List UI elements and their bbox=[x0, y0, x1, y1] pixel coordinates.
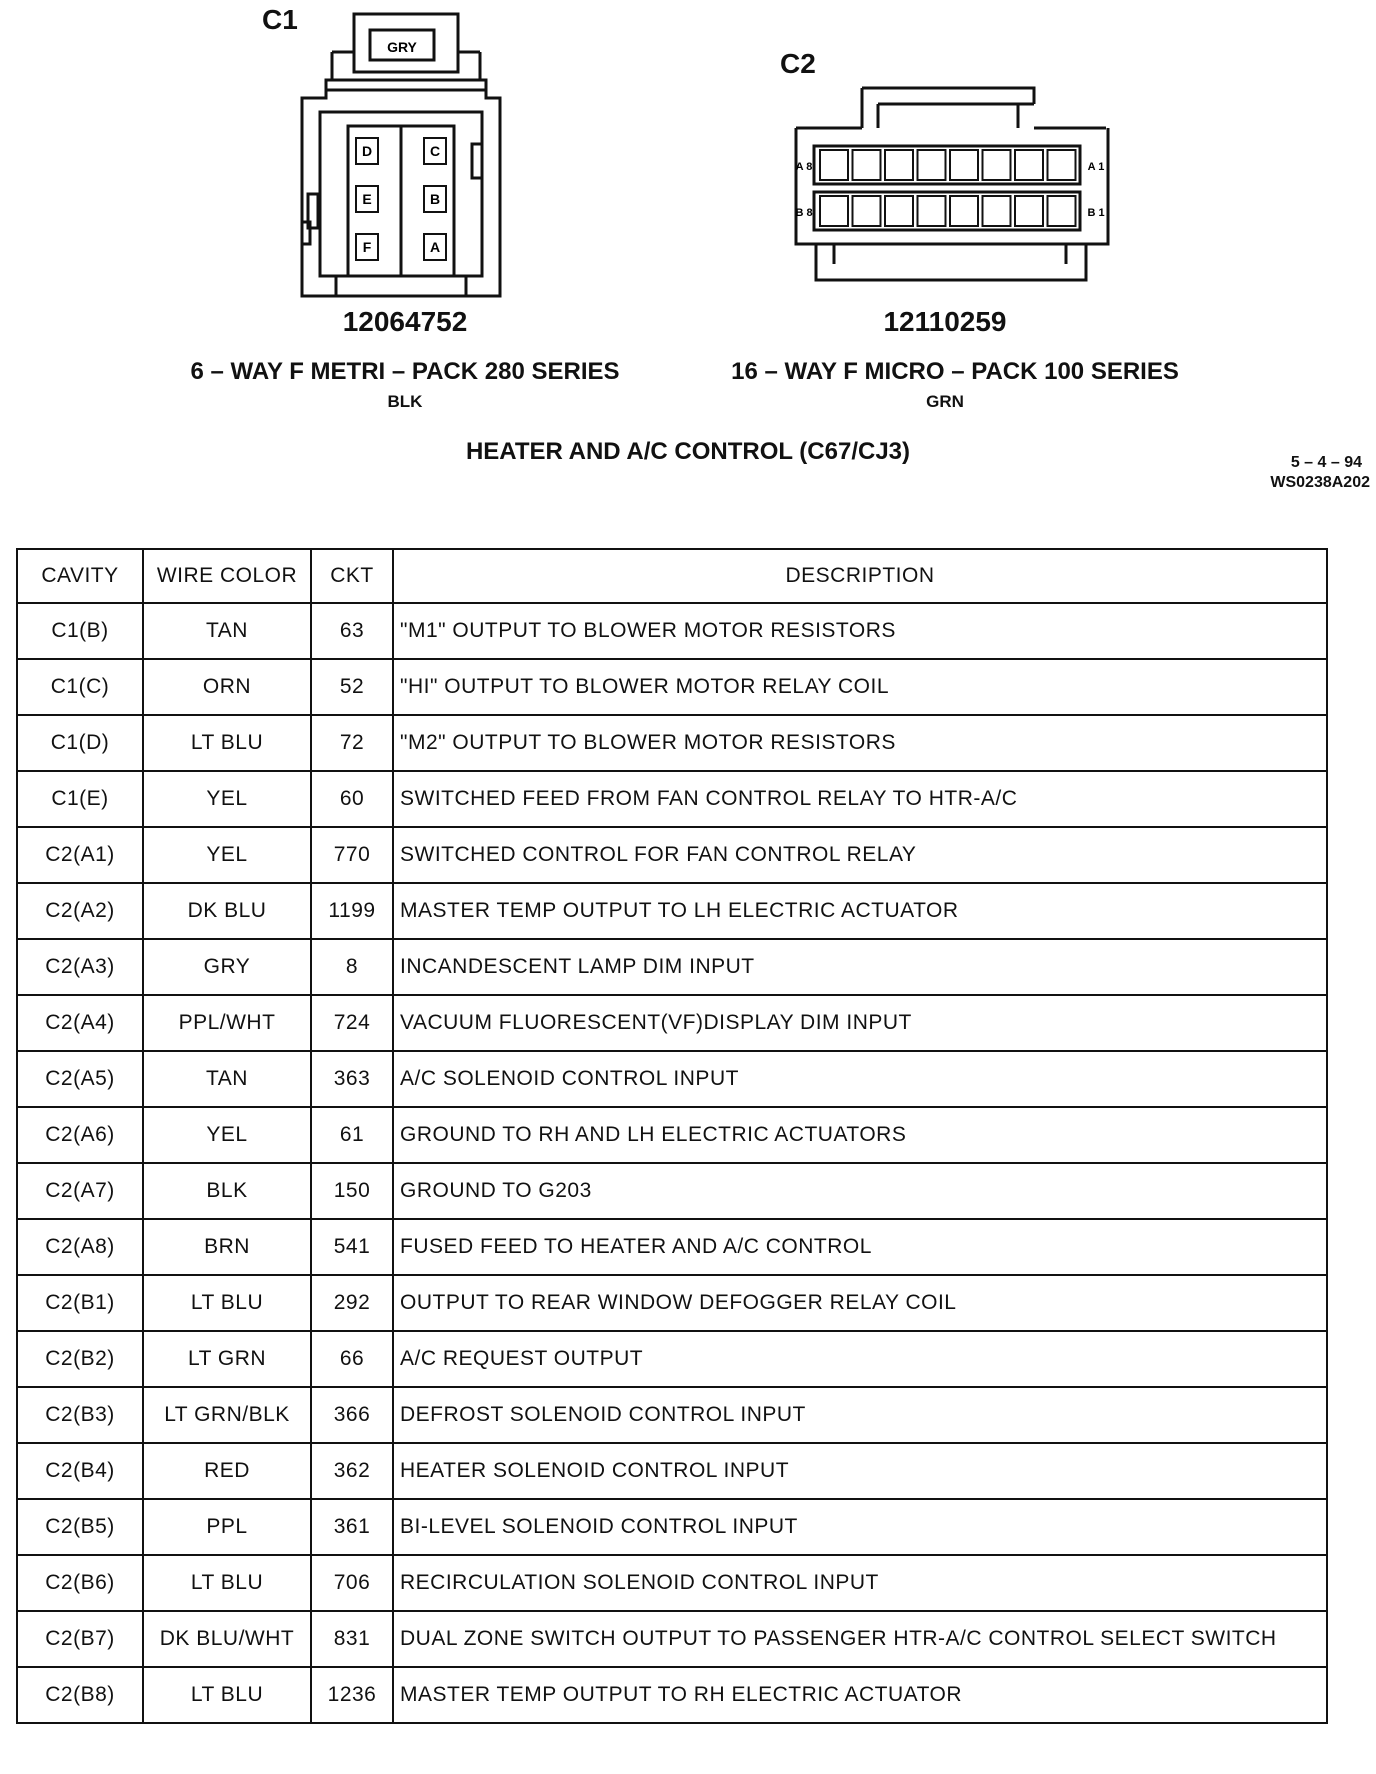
cell-description: RECIRCULATION SOLENOID CONTROL INPUT bbox=[393, 1555, 1327, 1611]
cell-cavity: C1(C) bbox=[17, 659, 143, 715]
table-row bbox=[17, 1443, 1327, 1499]
table-row bbox=[17, 1387, 1327, 1443]
c1-cavity-b: B bbox=[429, 191, 441, 207]
c1-cavity-c: C bbox=[429, 143, 441, 159]
cell-ckt: 1199 bbox=[311, 883, 393, 939]
c1-label: C1 bbox=[262, 4, 298, 35]
cell-ckt: 292 bbox=[311, 1275, 393, 1331]
cell-ckt: 724 bbox=[311, 995, 393, 1051]
table-row bbox=[17, 827, 1327, 883]
c2-color: GRN bbox=[926, 392, 964, 411]
cell-cavity: C1(E) bbox=[17, 771, 143, 827]
c2-cavity-cell bbox=[820, 196, 848, 226]
c2-cavity-cell bbox=[1015, 196, 1043, 226]
cell-wire-color: LT BLU bbox=[143, 1667, 311, 1723]
cell-description: "HI" OUTPUT TO BLOWER MOTOR RELAY COIL bbox=[393, 659, 1327, 715]
table-row bbox=[17, 1163, 1327, 1219]
table-row bbox=[17, 715, 1327, 771]
header-wire-color: WIRE COLOR bbox=[143, 549, 311, 603]
table-row bbox=[17, 1219, 1327, 1275]
cell-cavity: C2(B8) bbox=[17, 1667, 143, 1723]
header-description: DESCRIPTION bbox=[393, 549, 1327, 603]
c1-tag: GRY bbox=[387, 39, 417, 55]
cell-ckt: 770 bbox=[311, 827, 393, 883]
cell-wire-color: PPL/WHT bbox=[143, 995, 311, 1051]
c1-cavity-d: D bbox=[361, 143, 373, 159]
cell-cavity: C2(A6) bbox=[17, 1107, 143, 1163]
cell-cavity: C2(A8) bbox=[17, 1219, 143, 1275]
c2-cavity-cell bbox=[820, 150, 848, 180]
cell-description: SWITCHED FEED FROM FAN CONTROL RELAY TO HTR-A/C bbox=[393, 771, 1327, 827]
cell-cavity: C2(A3) bbox=[17, 939, 143, 995]
cell-wire-color: RED bbox=[143, 1443, 311, 1499]
table-row bbox=[17, 1107, 1327, 1163]
cell-ckt: 150 bbox=[311, 1163, 393, 1219]
ref-date: 5 – 4 – 94 bbox=[1290, 454, 1362, 471]
table-row bbox=[17, 1275, 1327, 1331]
c2-cavity-cell bbox=[918, 150, 946, 180]
header-ckt: CKT bbox=[311, 549, 393, 603]
table-row bbox=[17, 771, 1327, 827]
c1-series: 6 – WAY F METRI – PACK 280 SERIES bbox=[190, 358, 620, 385]
table-row bbox=[17, 659, 1327, 715]
c2-cavity-cell bbox=[918, 196, 946, 226]
cell-description: OUTPUT TO REAR WINDOW DEFOGGER RELAY COIL bbox=[393, 1275, 1327, 1331]
cell-wire-color: BLK bbox=[143, 1163, 311, 1219]
cell-ckt: 8 bbox=[311, 939, 393, 995]
cell-description: VACUUM FLUORESCENT(VF)DISPLAY DIM INPUT bbox=[393, 995, 1327, 1051]
c1-cavity-e: E bbox=[362, 191, 372, 207]
cell-cavity: C2(B3) bbox=[17, 1387, 143, 1443]
table-row bbox=[17, 1555, 1327, 1611]
cell-cavity: C2(A7) bbox=[17, 1163, 143, 1219]
cell-wire-color: PPL bbox=[143, 1499, 311, 1555]
table-row bbox=[17, 1667, 1327, 1723]
c2-cavity-cell bbox=[853, 150, 881, 180]
c2-cavity-cell bbox=[950, 196, 978, 226]
cell-cavity: C2(B6) bbox=[17, 1555, 143, 1611]
cell-wire-color: BRN bbox=[143, 1219, 311, 1275]
cell-cavity: C2(A2) bbox=[17, 883, 143, 939]
table-row bbox=[17, 1051, 1327, 1107]
cell-ckt: 52 bbox=[311, 659, 393, 715]
ref-code: WS0238A202 bbox=[1270, 474, 1370, 491]
cell-ckt: 541 bbox=[311, 1219, 393, 1275]
c2-cavity-cell bbox=[1048, 196, 1076, 226]
cell-ckt: 1236 bbox=[311, 1667, 393, 1723]
c2-cavity-cell bbox=[1015, 150, 1043, 180]
cell-wire-color: ORN bbox=[143, 659, 311, 715]
cell-ckt: 361 bbox=[311, 1499, 393, 1555]
table-row bbox=[17, 1499, 1327, 1555]
cell-description: FUSED FEED TO HEATER AND A/C CONTROL bbox=[393, 1219, 1327, 1275]
c2-cavity-cell bbox=[853, 196, 881, 226]
table-row bbox=[17, 995, 1327, 1051]
page-title: HEATER AND A/C CONTROL (C67/CJ3) bbox=[465, 438, 911, 465]
c2-connector-diagram bbox=[786, 84, 1120, 284]
cell-cavity: C2(B2) bbox=[17, 1331, 143, 1387]
c2-label: C2 bbox=[780, 48, 816, 79]
cell-ckt: 706 bbox=[311, 1555, 393, 1611]
cell-cavity: C2(A1) bbox=[17, 827, 143, 883]
table-row bbox=[17, 939, 1327, 995]
cell-wire-color: LT GRN bbox=[143, 1331, 311, 1387]
cell-cavity: C2(B1) bbox=[17, 1275, 143, 1331]
cell-wire-color: YEL bbox=[143, 1107, 311, 1163]
table-row bbox=[17, 603, 1327, 659]
cell-ckt: 60 bbox=[311, 771, 393, 827]
cell-description: A/C REQUEST OUTPUT bbox=[393, 1331, 1327, 1387]
table-row bbox=[17, 1611, 1327, 1667]
cell-ckt: 66 bbox=[311, 1331, 393, 1387]
cell-ckt: 363 bbox=[311, 1051, 393, 1107]
cell-description: DUAL ZONE SWITCH OUTPUT TO PASSENGER HTR-A/C CONTROL SELECT SWITCH bbox=[393, 1611, 1327, 1667]
c2-cavity-cell bbox=[983, 196, 1011, 226]
cell-wire-color: GRY bbox=[143, 939, 311, 995]
c2-row-a-start-label: A 1 bbox=[1087, 161, 1105, 173]
c2-row-b-start-label: B 1 bbox=[1087, 207, 1105, 219]
cell-description: INCANDESCENT LAMP DIM INPUT bbox=[393, 939, 1327, 995]
c2-cavity-cell bbox=[983, 150, 1011, 180]
pinout-table bbox=[16, 548, 1328, 1724]
cell-cavity: C2(B7) bbox=[17, 1611, 143, 1667]
cell-wire-color: LT BLU bbox=[143, 715, 311, 771]
cell-wire-color: LT GRN/BLK bbox=[143, 1387, 311, 1443]
table-row bbox=[17, 1331, 1327, 1387]
cell-cavity: C2(B4) bbox=[17, 1443, 143, 1499]
cell-cavity: C1(D) bbox=[17, 715, 143, 771]
cell-description: SWITCHED CONTROL FOR FAN CONTROL RELAY bbox=[393, 827, 1327, 883]
cell-ckt: 366 bbox=[311, 1387, 393, 1443]
cell-description: MASTER TEMP OUTPUT TO RH ELECTRIC ACTUATOR bbox=[393, 1667, 1327, 1723]
c2-part-number: 12110259 bbox=[883, 306, 1007, 337]
cell-wire-color: DK BLU/WHT bbox=[143, 1611, 311, 1667]
cell-description: BI-LEVEL SOLENOID CONTROL INPUT bbox=[393, 1499, 1327, 1555]
c1-cavity-a: A bbox=[429, 239, 441, 255]
cell-ckt: 61 bbox=[311, 1107, 393, 1163]
cell-wire-color: YEL bbox=[143, 827, 311, 883]
c2-row-b-end-label: B 8 bbox=[795, 207, 813, 219]
c2-cavity-cell bbox=[950, 150, 978, 180]
cell-cavity: C2(A5) bbox=[17, 1051, 143, 1107]
cell-ckt: 72 bbox=[311, 715, 393, 771]
header-cavity: CAVITY bbox=[17, 549, 143, 603]
cell-wire-color: LT BLU bbox=[143, 1275, 311, 1331]
cell-description: "M2" OUTPUT TO BLOWER MOTOR RESISTORS bbox=[393, 715, 1327, 771]
cell-ckt: 362 bbox=[311, 1443, 393, 1499]
cell-ckt: 63 bbox=[311, 603, 393, 659]
cell-description: GROUND TO G203 bbox=[393, 1163, 1327, 1219]
cell-wire-color: TAN bbox=[143, 1051, 311, 1107]
c2-cavity-cell bbox=[1048, 150, 1076, 180]
c2-cavity-cell bbox=[885, 150, 913, 180]
c1-color: BLK bbox=[387, 392, 423, 411]
table-body bbox=[17, 603, 1327, 1723]
cell-wire-color: DK BLU bbox=[143, 883, 311, 939]
cell-wire-color: LT BLU bbox=[143, 1555, 311, 1611]
cell-cavity: C2(B5) bbox=[17, 1499, 143, 1555]
table-header-row bbox=[17, 549, 1327, 603]
c1-cavity-f: F bbox=[362, 239, 372, 255]
cell-wire-color: YEL bbox=[143, 771, 311, 827]
cell-description: GROUND TO RH AND LH ELECTRIC ACTUATORS bbox=[393, 1107, 1327, 1163]
c2-cavity-cell bbox=[885, 196, 913, 226]
cell-ckt: 831 bbox=[311, 1611, 393, 1667]
c2-row-a-end-label: A 8 bbox=[795, 161, 813, 173]
c2-series: 16 – WAY F MICRO – PACK 100 SERIES bbox=[731, 358, 1179, 385]
cell-cavity: C1(B) bbox=[17, 603, 143, 659]
table-row bbox=[17, 883, 1327, 939]
cell-description: "M1" OUTPUT TO BLOWER MOTOR RESISTORS bbox=[393, 603, 1327, 659]
cell-wire-color: TAN bbox=[143, 603, 311, 659]
cell-description: MASTER TEMP OUTPUT TO LH ELECTRIC ACTUATOR bbox=[393, 883, 1327, 939]
c1-connector-diagram bbox=[296, 8, 506, 300]
c1-part-number: 12064752 bbox=[342, 306, 468, 337]
cell-description: HEATER SOLENOID CONTROL INPUT bbox=[393, 1443, 1327, 1499]
cell-description: A/C SOLENOID CONTROL INPUT bbox=[393, 1051, 1327, 1107]
cell-description: DEFROST SOLENOID CONTROL INPUT bbox=[393, 1387, 1327, 1443]
cell-cavity: C2(A4) bbox=[17, 995, 143, 1051]
